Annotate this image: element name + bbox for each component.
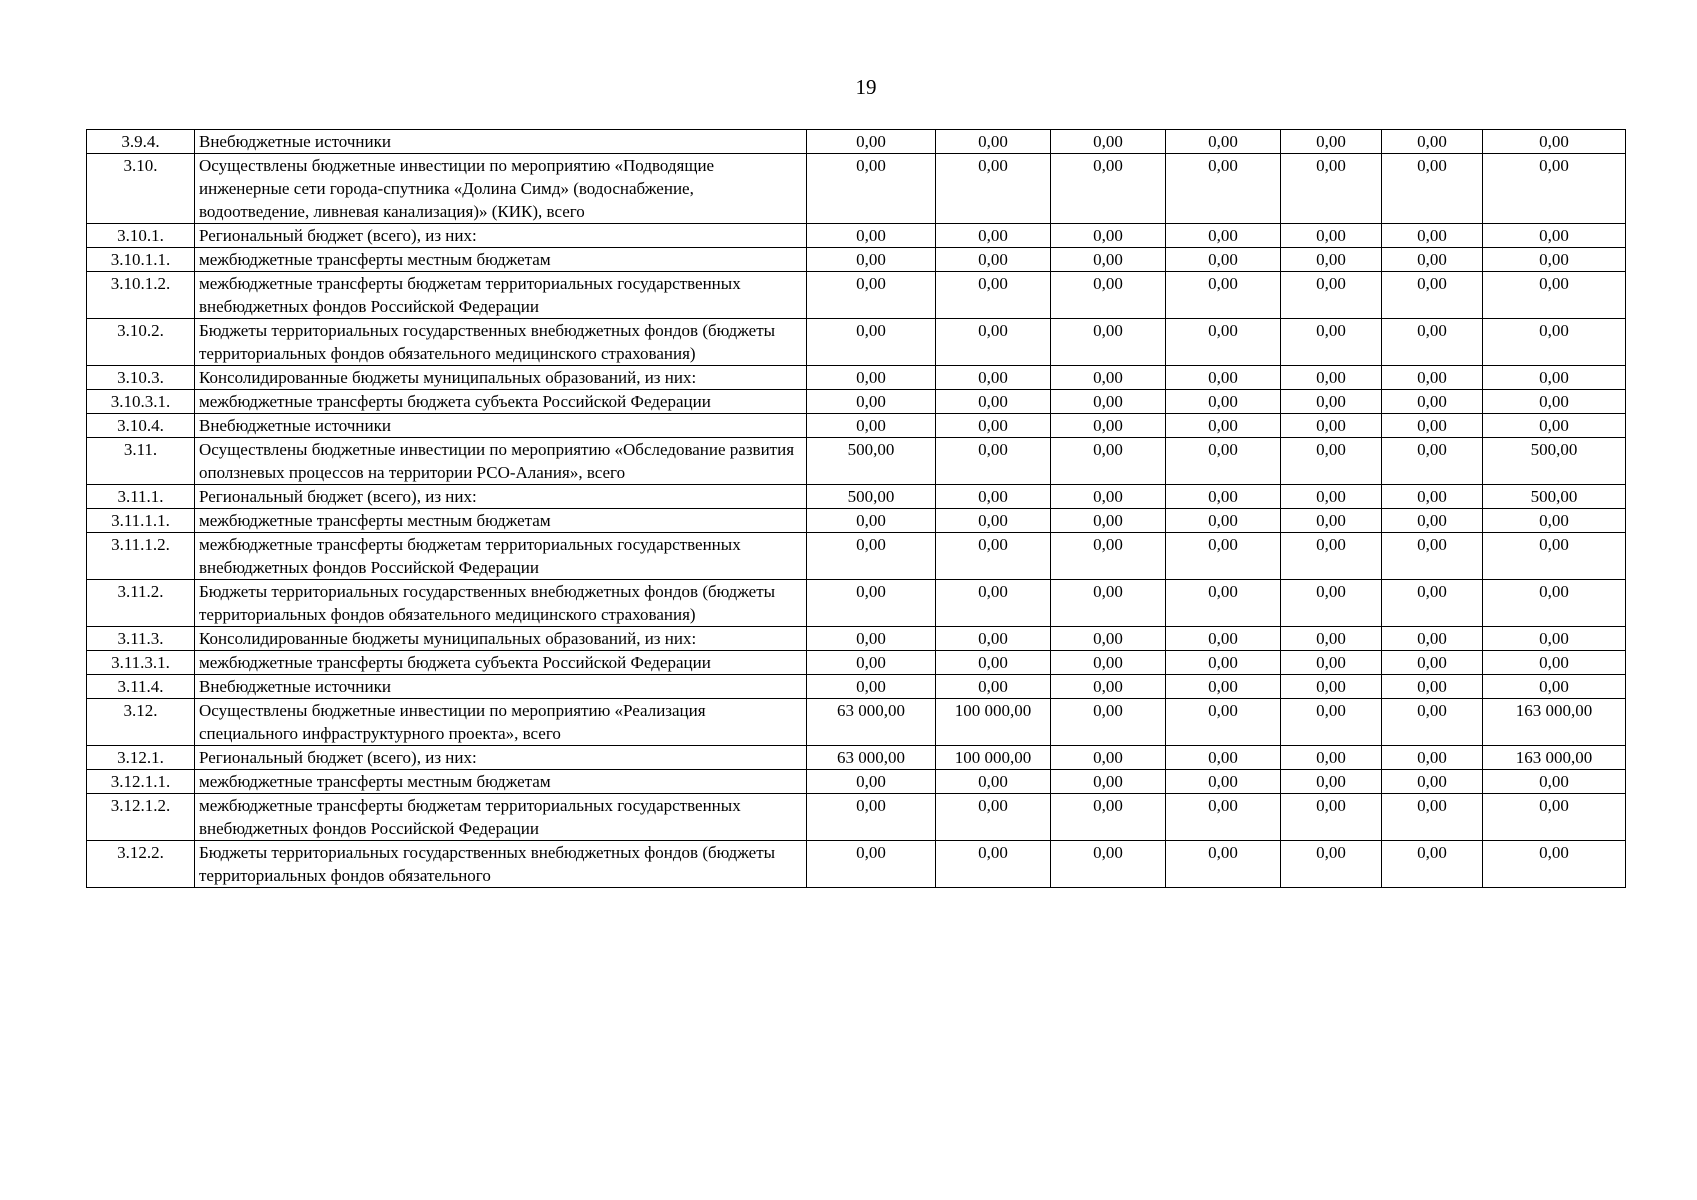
value-cell: 0,00 [1166,224,1281,248]
value-cell: 0,00 [1382,794,1483,841]
row-description: Бюджеты территориальных государственных внебюджетных фондов (бюджеты территориальных фондов обязательного [195,841,807,888]
value-cell: 100 000,00 [936,746,1051,770]
table-row [87,154,1626,224]
value-cell: 0,00 [807,533,936,580]
value-cell: 0,00 [1382,509,1483,533]
budget-table [86,129,1626,888]
value-cell: 63 000,00 [807,746,936,770]
value-cell: 0,00 [936,390,1051,414]
row-number: 3.9.4. [87,130,195,154]
value-cell: 0,00 [1281,130,1382,154]
value-cell: 0,00 [1051,224,1166,248]
row-number: 3.10.2. [87,319,195,366]
value-cell: 500,00 [1483,485,1626,509]
value-cell: 0,00 [1166,485,1281,509]
value-cell: 0,00 [1166,794,1281,841]
value-cell: 0,00 [936,130,1051,154]
row-number: 3.11.2. [87,580,195,627]
value-cell: 0,00 [936,580,1051,627]
row-number: 3.12.2. [87,841,195,888]
value-cell: 0,00 [1483,154,1626,224]
value-cell: 0,00 [1483,770,1626,794]
row-description: межбюджетные трансферты бюджетам территориальных государственных внебюджетных фондов Российской Федерации [195,272,807,319]
value-cell: 0,00 [1166,533,1281,580]
value-cell: 0,00 [1166,580,1281,627]
value-cell: 0,00 [1382,533,1483,580]
value-cell: 0,00 [1281,390,1382,414]
value-cell: 0,00 [1281,272,1382,319]
value-cell: 0,00 [1051,366,1166,390]
table-row [87,699,1626,746]
value-cell: 0,00 [807,154,936,224]
value-cell: 0,00 [1281,414,1382,438]
row-description: Внебюджетные источники [195,675,807,699]
value-cell: 0,00 [936,841,1051,888]
value-cell: 0,00 [1382,627,1483,651]
value-cell: 0,00 [1166,651,1281,675]
value-cell: 0,00 [1166,746,1281,770]
value-cell: 0,00 [1166,390,1281,414]
value-cell: 0,00 [1281,224,1382,248]
row-number: 3.12.1.1. [87,770,195,794]
value-cell: 0,00 [1166,130,1281,154]
value-cell: 0,00 [1382,651,1483,675]
value-cell: 0,00 [1382,272,1483,319]
row-number: 3.10.3.1. [87,390,195,414]
value-cell: 163 000,00 [1483,746,1626,770]
table-row [87,485,1626,509]
value-cell: 0,00 [1281,438,1382,485]
value-cell: 0,00 [1051,248,1166,272]
row-number: 3.11. [87,438,195,485]
value-cell: 0,00 [936,154,1051,224]
row-number: 3.12. [87,699,195,746]
value-cell: 0,00 [1051,509,1166,533]
value-cell: 0,00 [1166,438,1281,485]
value-cell: 0,00 [1483,224,1626,248]
row-description: Консолидированные бюджеты муниципальных образований, из них: [195,366,807,390]
value-cell: 0,00 [1281,746,1382,770]
row-description: Консолидированные бюджеты муниципальных образований, из них: [195,627,807,651]
value-cell: 0,00 [1483,390,1626,414]
value-cell: 0,00 [1382,580,1483,627]
row-description: межбюджетные трансферты местным бюджетам [195,248,807,272]
value-cell: 0,00 [1382,224,1483,248]
value-cell: 0,00 [1382,130,1483,154]
row-description: межбюджетные трансферты бюджетам территориальных государственных внебюджетных фондов Российской Федерации [195,794,807,841]
row-number: 3.10. [87,154,195,224]
row-number: 3.11.1.1. [87,509,195,533]
value-cell: 0,00 [807,794,936,841]
value-cell: 163 000,00 [1483,699,1626,746]
value-cell: 0,00 [1382,366,1483,390]
table-row [87,390,1626,414]
value-cell: 63 000,00 [807,699,936,746]
table-row [87,746,1626,770]
value-cell: 0,00 [807,580,936,627]
value-cell: 0,00 [807,627,936,651]
value-cell: 0,00 [936,485,1051,509]
value-cell: 0,00 [1281,319,1382,366]
table-row [87,794,1626,841]
row-number: 3.10.3. [87,366,195,390]
value-cell: 0,00 [1281,248,1382,272]
value-cell: 0,00 [1051,390,1166,414]
value-cell: 0,00 [1051,770,1166,794]
value-cell: 500,00 [1483,438,1626,485]
value-cell: 0,00 [1483,366,1626,390]
row-description: межбюджетные трансферты бюджетам территориальных государственных внебюджетных фондов Российской Федерации [195,533,807,580]
value-cell: 0,00 [1051,130,1166,154]
value-cell: 0,00 [1281,154,1382,224]
value-cell: 0,00 [1281,580,1382,627]
row-number: 3.11.4. [87,675,195,699]
value-cell: 0,00 [936,651,1051,675]
value-cell: 0,00 [1483,272,1626,319]
value-cell: 0,00 [1051,533,1166,580]
table-row [87,248,1626,272]
value-cell: 100 000,00 [936,699,1051,746]
row-description: Осуществлены бюджетные инвестиции по мероприятию «Подводящие инженерные сети города-спутника «Долина Симд» (водоснабжение, водоотведение, ливневая канализация)» (КИК), всего [195,154,807,224]
value-cell: 0,00 [1166,414,1281,438]
row-description: Региональный бюджет (всего), из них: [195,224,807,248]
table-body [87,130,1626,888]
row-number: 3.11.3. [87,627,195,651]
table-row [87,651,1626,675]
value-cell: 0,00 [1483,580,1626,627]
value-cell: 0,00 [1166,509,1281,533]
value-cell: 0,00 [1281,651,1382,675]
value-cell: 0,00 [1166,248,1281,272]
table-row [87,770,1626,794]
table-row [87,675,1626,699]
value-cell: 0,00 [1166,366,1281,390]
value-cell: 0,00 [1382,485,1483,509]
value-cell: 0,00 [936,366,1051,390]
table-row [87,438,1626,485]
value-cell: 0,00 [936,248,1051,272]
value-cell: 0,00 [1483,675,1626,699]
value-cell: 0,00 [1166,699,1281,746]
table-row [87,580,1626,627]
value-cell: 0,00 [936,224,1051,248]
row-description: Региональный бюджет (всего), из них: [195,746,807,770]
value-cell: 0,00 [1382,248,1483,272]
value-cell: 500,00 [807,438,936,485]
value-cell: 0,00 [1382,675,1483,699]
row-description: Осуществлены бюджетные инвестиции по мероприятию «Реализация специального инфраструктурного проекта», всего [195,699,807,746]
table-row [87,533,1626,580]
page-number: 19 [855,75,877,99]
value-cell: 0,00 [807,651,936,675]
value-cell: 0,00 [1382,414,1483,438]
row-description: межбюджетные трансферты бюджета субъекта Российской Федерации [195,651,807,675]
row-number: 3.10.1.1. [87,248,195,272]
row-description: Внебюджетные источники [195,130,807,154]
value-cell: 0,00 [1051,485,1166,509]
table-row [87,272,1626,319]
value-cell: 0,00 [1051,651,1166,675]
table-row [87,509,1626,533]
value-cell: 0,00 [936,438,1051,485]
row-description: межбюджетные трансферты бюджета субъекта Российской Федерации [195,390,807,414]
row-number: 3.10.1. [87,224,195,248]
value-cell: 0,00 [1051,438,1166,485]
value-cell: 0,00 [936,319,1051,366]
table-row [87,414,1626,438]
table-row [87,366,1626,390]
value-cell: 0,00 [807,224,936,248]
value-cell: 0,00 [1281,509,1382,533]
row-description: межбюджетные трансферты местным бюджетам [195,509,807,533]
value-cell: 0,00 [1281,485,1382,509]
value-cell: 0,00 [1483,414,1626,438]
row-description: Внебюджетные источники [195,414,807,438]
value-cell: 0,00 [1483,533,1626,580]
value-cell: 0,00 [1051,154,1166,224]
row-description: межбюджетные трансферты местным бюджетам [195,770,807,794]
row-number: 3.11.1. [87,485,195,509]
value-cell: 0,00 [1166,154,1281,224]
value-cell: 0,00 [1382,390,1483,414]
table-row [87,627,1626,651]
value-cell: 0,00 [1051,319,1166,366]
value-cell: 0,00 [1281,366,1382,390]
value-cell: 0,00 [807,675,936,699]
row-number: 3.11.1.2. [87,533,195,580]
value-cell: 0,00 [1483,627,1626,651]
value-cell: 0,00 [1382,746,1483,770]
value-cell: 0,00 [1166,627,1281,651]
row-number: 3.11.3.1. [87,651,195,675]
row-description: Бюджеты территориальных государственных внебюджетных фондов (бюджеты территориальных фондов обязательного медицинского страхования) [195,580,807,627]
value-cell: 0,00 [936,675,1051,699]
value-cell: 0,00 [1483,794,1626,841]
value-cell: 0,00 [1382,154,1483,224]
value-cell: 0,00 [936,509,1051,533]
value-cell: 0,00 [1051,794,1166,841]
value-cell: 0,00 [1281,770,1382,794]
value-cell: 0,00 [1382,438,1483,485]
value-cell: 500,00 [807,485,936,509]
row-description: Региональный бюджет (всего), из них: [195,485,807,509]
row-number: 3.10.4. [87,414,195,438]
value-cell: 0,00 [1382,841,1483,888]
row-number: 3.12.1.2. [87,794,195,841]
value-cell: 0,00 [1281,794,1382,841]
row-number: 3.10.1.2. [87,272,195,319]
value-cell: 0,00 [807,509,936,533]
value-cell: 0,00 [1281,841,1382,888]
value-cell: 0,00 [807,248,936,272]
value-cell: 0,00 [807,414,936,438]
value-cell: 0,00 [807,272,936,319]
value-cell: 0,00 [1483,319,1626,366]
value-cell: 0,00 [1051,746,1166,770]
value-cell: 0,00 [936,770,1051,794]
row-number: 3.12.1. [87,746,195,770]
table-row [87,841,1626,888]
row-description: Бюджеты территориальных государственных внебюджетных фондов (бюджеты территориальных фондов обязательного медицинского страхования) [195,319,807,366]
table-row [87,224,1626,248]
value-cell: 0,00 [1281,699,1382,746]
row-description: Осуществлены бюджетные инвестиции по мероприятию «Обследование развития оползневых процессов на территории РСО-Алания», всего [195,438,807,485]
value-cell: 0,00 [1382,319,1483,366]
value-cell: 0,00 [1281,627,1382,651]
value-cell: 0,00 [1281,675,1382,699]
value-cell: 0,00 [936,794,1051,841]
value-cell: 0,00 [807,770,936,794]
value-cell: 0,00 [1051,272,1166,319]
value-cell: 0,00 [1483,651,1626,675]
value-cell: 0,00 [1166,770,1281,794]
value-cell: 0,00 [1051,675,1166,699]
table-row [87,319,1626,366]
value-cell: 0,00 [1483,841,1626,888]
value-cell: 0,00 [1483,248,1626,272]
value-cell: 0,00 [1483,130,1626,154]
value-cell: 0,00 [807,319,936,366]
value-cell: 0,00 [1382,699,1483,746]
value-cell: 0,00 [1051,414,1166,438]
value-cell: 0,00 [1166,675,1281,699]
value-cell: 0,00 [1166,272,1281,319]
value-cell: 0,00 [1051,580,1166,627]
value-cell: 0,00 [1483,509,1626,533]
value-cell: 0,00 [807,130,936,154]
table-row [87,130,1626,154]
value-cell: 0,00 [1281,533,1382,580]
value-cell: 0,00 [1166,841,1281,888]
value-cell: 0,00 [807,366,936,390]
value-cell: 0,00 [936,414,1051,438]
value-cell: 0,00 [1382,770,1483,794]
value-cell: 0,00 [1051,841,1166,888]
value-cell: 0,00 [1051,627,1166,651]
value-cell: 0,00 [936,272,1051,319]
value-cell: 0,00 [1166,319,1281,366]
value-cell: 0,00 [807,390,936,414]
value-cell: 0,00 [936,627,1051,651]
value-cell: 0,00 [807,841,936,888]
value-cell: 0,00 [1051,699,1166,746]
value-cell: 0,00 [936,533,1051,580]
